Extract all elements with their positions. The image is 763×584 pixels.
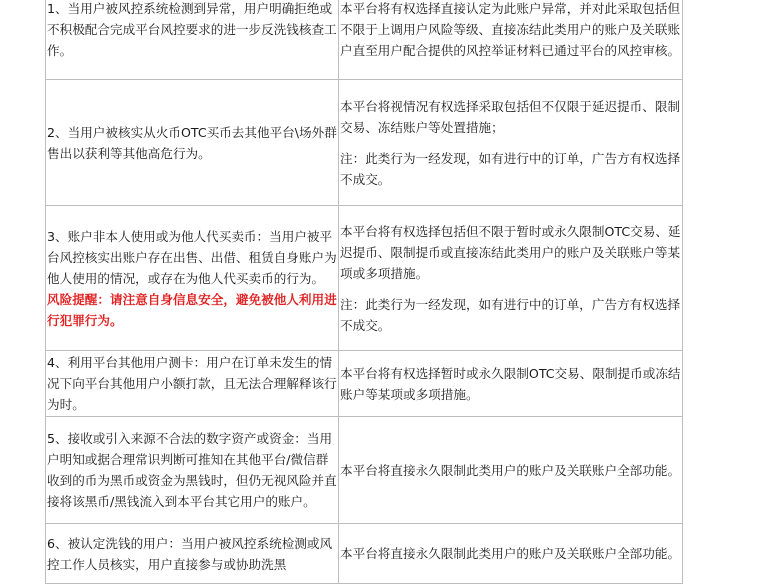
violation-cell <box>46 206 339 351</box>
action-text: 本平台将有权选择暂时或永久限制OTC交易、限制提币或冻结账户等某项或多项措施。 <box>340 365 681 402</box>
action-cell <box>339 206 683 351</box>
violation-cell <box>46 80 339 206</box>
violation-text: 4、利用平台其他用户测卡：用户在订单未发生的情况下向平台其他用户小额打款，且无法合理解释该行为时。 <box>47 355 337 412</box>
violation-cell <box>46 351 339 417</box>
action-text: 本平台将直接永久限制此类用户的账户及关联账户全部功能。 <box>340 546 681 561</box>
action-text: 本平台将有权选择包括但不限于暂时或永久限制OTC交易、延迟提币、限制提币或直接冻结此类用户的账户及关联账户等某项或多项措施。 <box>340 223 681 281</box>
action-text: 本平台将有权选择直接认定为此账户异常，并对此采取包括但不限于上调用户风险等级、直接冻结此类用户的账户及关联账户直至用户配合提供的风控举证材料已通过平台的风控审核。 <box>340 1 681 58</box>
violation-text: 5、接收或引入来源不合法的数字资产或资金：当用户明知或据合理常识判断可推知在其他平台/微信群收到的币为黑币或资金为黑钱时，但仍无视风险并直接将该黑币/黑钱流入到本平台其它用户的账户。 <box>47 431 337 509</box>
risk-policy-table <box>45 0 683 584</box>
violation-cell <box>46 524 339 584</box>
action-cell <box>339 417 683 524</box>
violation-cell <box>46 417 339 524</box>
action-cell <box>339 0 683 80</box>
table-row <box>46 80 683 206</box>
violation-text: 2、当用户被核实从火币OTC买币去其他平台\场外群售出以获利等其他高危行为。 <box>47 124 337 161</box>
action-cell <box>339 351 683 417</box>
violation-text: 6、被认定洗钱的用户：当用户被风控系统检测或风控工作人员核实，用户直接参与或协助洗黑 <box>47 535 333 572</box>
violation-cell <box>46 0 339 80</box>
violation-text: 1、当用户被风控系统检测到异常，用户明确拒绝或不积极配合完成平台风控要求的进一步反洗钱核查工作。 <box>47 1 337 58</box>
table-row <box>46 0 683 80</box>
table-row <box>46 417 683 524</box>
violation-text: 3、账户非本人使用或为他人代买卖币：当用户被平台风控核实出账户存在出售、出借、租赁自身账户为他人使用的情况，或存在为他人代买卖币的行为。 <box>47 228 337 286</box>
action-text: 本平台将视情况有权选择采取包括但不仅限于延迟提币、限制交易、冻结账户等处置措施； <box>340 98 681 135</box>
table-row <box>46 351 683 417</box>
action-note: 注：此类行为一经发现，如有进行中的订单，广告方有权选择不成交。 <box>340 150 681 187</box>
action-cell <box>339 524 683 584</box>
table-row <box>46 206 683 351</box>
action-note: 注：此类行为一经发现，如有进行中的订单，广告方有权选择不成交。 <box>340 296 681 333</box>
action-text: 本平台将直接永久限制此类用户的账户及关联账户全部功能。 <box>340 462 681 478</box>
action-cell <box>339 80 683 206</box>
risk-warning: 风险提醒：请注意自身信息安全，避免被他人利用进行犯罪行为。 <box>47 291 337 328</box>
table-row <box>46 524 683 584</box>
